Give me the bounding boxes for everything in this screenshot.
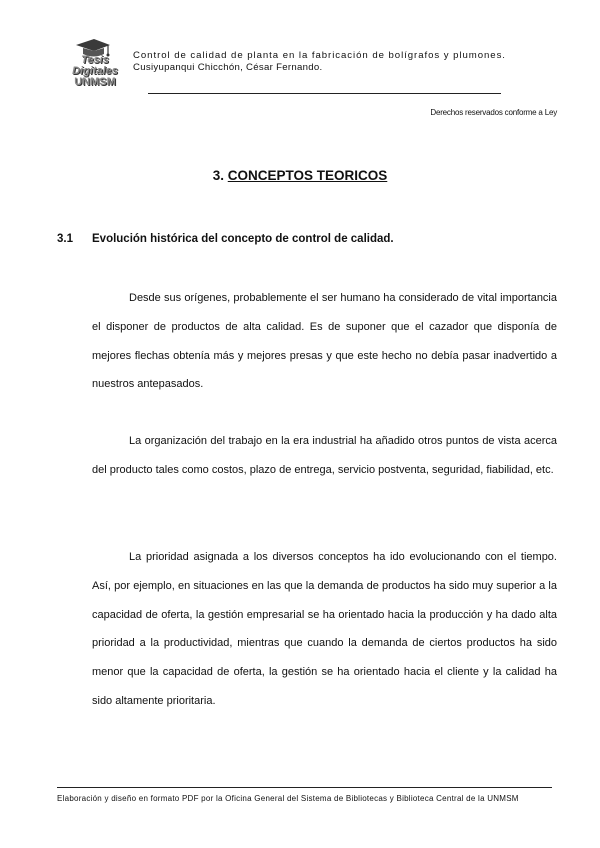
paragraph-1: Desde sus orígenes, probablemente el ser humano ha considerado de vital importancia el disponer de productos de alta calidad. Es de suponer que el cazador que disponía de mejores flechas obtenía más y mejores presas y que este hecho no debía pasar inadvertido a nuestros antepasados. [92,292,557,391]
footer-divider [57,787,552,788]
section-number: 3.1 [57,233,73,245]
footer-text: Elaboración y diseño en formato PDF por la Oficina General del Sistema de Bibliotecas y Biblioteca Central de la UNMSM [57,794,519,803]
paragraph-2: La organización del trabajo en la era industrial ha añadido otros puntos de vista acerca del producto tales como costos, plazo de entrega, servicio postventa, seguridad, fiabilidad, etc. [92,435,557,476]
header-divider [148,93,501,94]
rights-notice: Derechos reservados conforme a Ley [430,108,557,117]
logo-line-3: UNMSM [74,76,116,88]
document-author: Cusiyupanqui Chicchón, César Fernando. [133,62,323,73]
logo-line-2: Digitales [72,65,118,77]
chapter-heading [0,168,600,183]
logo-line-1: Tesis [81,54,109,66]
section-title: Evolución histórica del concepto de control de calidad. [92,233,394,245]
document-title: Control de calidad de planta en la fabricación de bolígrafos y plumones. [133,50,506,61]
paragraph-3: La prioridad asignada a los diversos conceptos ha ido evolucionando con el tiempo. Así, por ejemplo, en situaciones en las que la demanda de productos ha sido muy superior a la capacidad de oferta, la gestión empresarial se ha orientado hacia la producción y ha dado alta prioridad a la productividad, mientras que cuando la demanda de ciertos productos ha sido menor que la capacidad de oferta, la gestión se ha orientado hacia el cliente y la calidad ha sido altamente prioritaria. [92,551,557,707]
chapter-title: CONCEPTOS TEORICOS [227,168,388,183]
chapter-number: 3. [212,168,224,183]
tesis-digitales-logo [62,37,128,99]
